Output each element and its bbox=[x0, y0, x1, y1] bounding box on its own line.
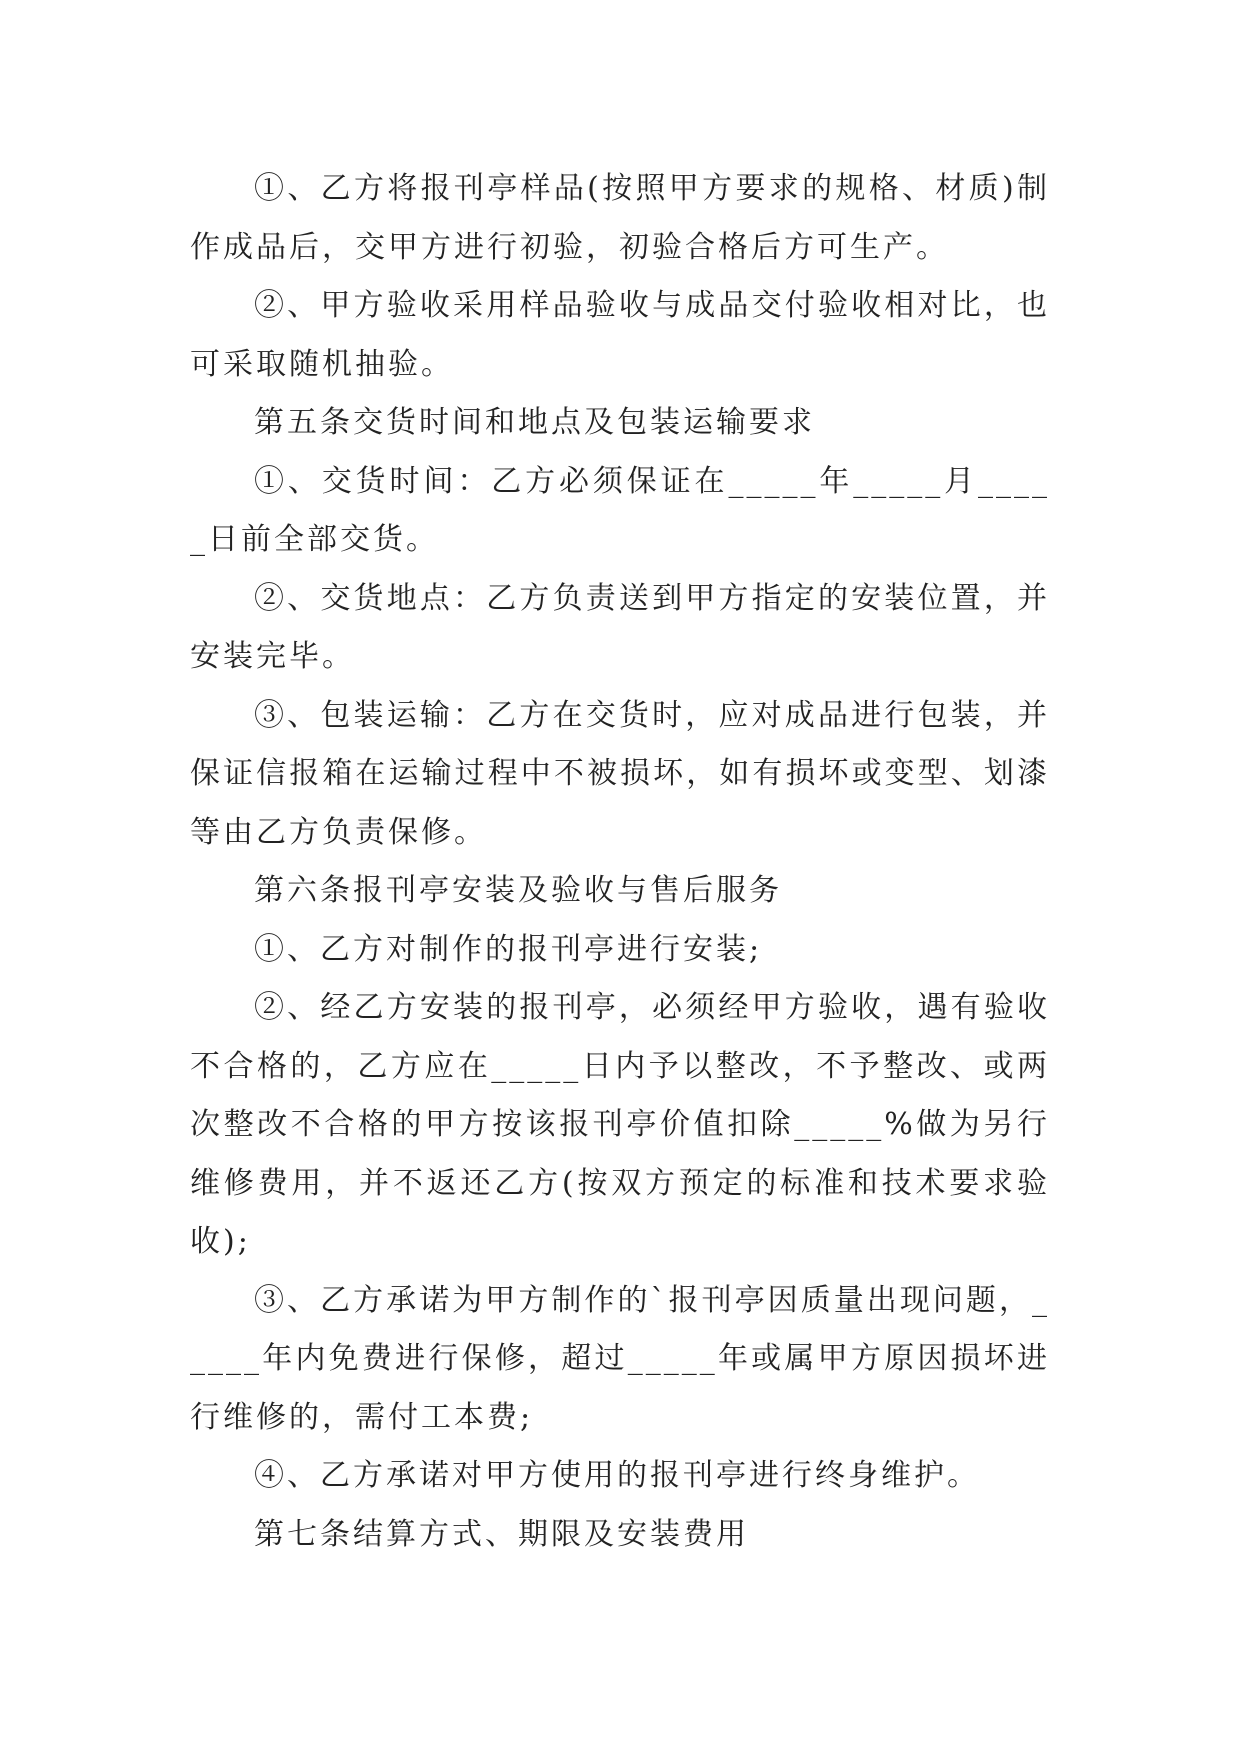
clause-5-item-3: ③、包装运输：乙方在交货时，应对成品进行包装，并保证信报箱在运输过程中不被损坏，如有损坏或变型、划漆等由乙方负责保修。 bbox=[190, 697, 1050, 850]
document-body bbox=[190, 160, 1050, 1564]
clause-7-heading: 第七条结算方式、期限及安装费用 bbox=[254, 1516, 749, 1552]
clause-5-heading: 第五条交货时间和地点及包装运输要求 bbox=[254, 405, 815, 440]
clause-5-item-1: ①、交货时间：乙方必须保证在_____年_____月_____日前全部交货。 bbox=[190, 463, 1050, 557]
clause-4-item-1: ①、乙方将报刊亭样品(按照甲方要求的规格、材质)制作成品后，交甲方进行初验，初验合格后方可生产。 bbox=[190, 171, 1050, 265]
clause-5-item-2: ②、交货地点：乙方负责送到甲方指定的安装位置，并安装完毕。 bbox=[190, 580, 1050, 674]
clause-6-item-1: ①、乙方对制作的报刊亭进行安装; bbox=[254, 931, 763, 967]
clause-6-item-3: ③、乙方承诺为甲方制作的`报刊亭因质量出现问题，_____年内免费进行保修，超过_____年或属甲方原因损坏进行维修的，需付工本费; bbox=[190, 1282, 1050, 1435]
clause-6-item-2: ②、经乙方安装的报刊亭，必须经甲方验收，遇有验收不合格的，乙方应在_____日内予以整改，不予整改、或两次整改不合格的甲方按该报刊亭价值扣除_____%做为另行维修费用，并不返还乙方(按双方预定的标准和技术要求验收); bbox=[190, 990, 1050, 1259]
clause-6-heading: 第六条报刊亭安装及验收与售后服务 bbox=[254, 873, 782, 908]
clause-6-item-4: ④、乙方承诺对甲方使用的报刊亭进行终身维护。 bbox=[254, 1458, 980, 1493]
clause-4-item-2: ②、甲方验收采用样品验收与成品交付验收相对比，也可采取随机抽验。 bbox=[190, 288, 1050, 382]
